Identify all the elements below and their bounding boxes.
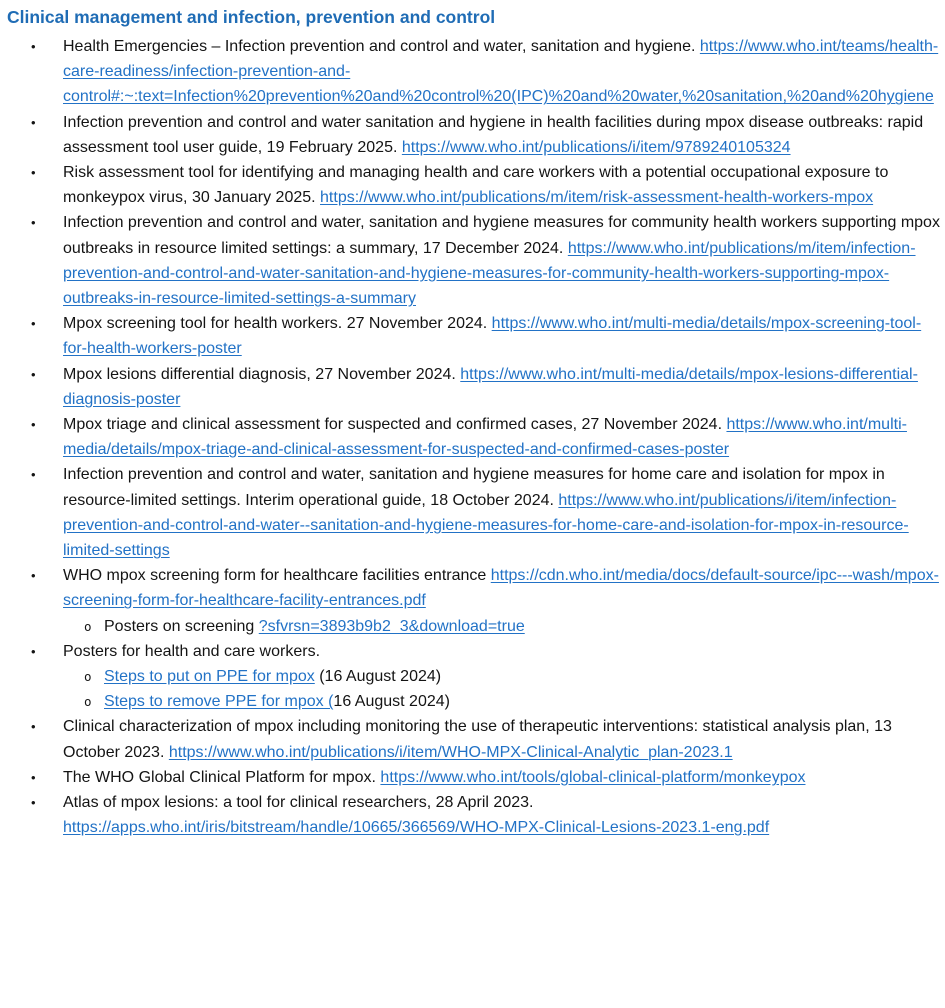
list-item	[7, 639, 941, 664]
list-item	[7, 210, 941, 311]
disc-bullet-marker: •	[31, 769, 36, 785]
section-heading: Clinical management and infection, prevention and control	[7, 7, 496, 27]
list-item	[7, 160, 941, 210]
disc-bullet-marker: •	[31, 568, 36, 584]
list-item	[7, 311, 941, 361]
list-item	[7, 714, 941, 764]
circle-bullet-marker: o	[84, 618, 92, 634]
list-item-content	[104, 618, 525, 635]
resource-hyperlink[interactable]: https://www.who.int/publications/i/item/WHO-MPX-Clinical-Analytic_plan-2023.1	[168, 743, 733, 761]
list-item-content	[63, 567, 939, 609]
resource-hyperlink[interactable]: Steps to put on PPE for mpox	[104, 668, 315, 686]
list-item-content	[104, 693, 450, 710]
resource-hyperlink[interactable]: https://cdn.who.int/media/docs/default-source/ipc---wash/mpox-screening-form-for-healthcare-facility-entrances.pdf	[63, 567, 939, 610]
list-item	[7, 462, 941, 563]
list-item-content	[63, 114, 923, 156]
disc-bullet-marker: •	[31, 316, 36, 332]
disc-bullet-marker: •	[31, 114, 36, 130]
list-item-content	[63, 416, 907, 458]
text-run: Infection prevention and control and water, sanitation and hygiene measures for home care and isolation for mpox in resource-limited settings. Interim operational guide, 18 October 2024.	[63, 466, 885, 509]
resource-hyperlink[interactable]: https://www.who.int/teams/health-care-readiness/infection-prevention-and-control#:~:text=Infection%20prevention%20and%20control%20(IPC)%20and%20water,%20sanitation,%20and%20hygiene	[63, 38, 939, 106]
list-item	[7, 34, 941, 110]
list-item-content	[104, 668, 441, 685]
list-item-content	[63, 214, 940, 307]
list-item-content	[63, 769, 806, 786]
text-run: 16 August 2024)	[333, 693, 450, 711]
resource-hyperlink[interactable]: https://www.who.int/publications/m/item/infection-prevention-and-control-and-water-sanitation-and-hygiene-measures-for-community-health-workers-supporting-mpox-outbreaks-in-resource-limited-settings-a-summary	[63, 239, 916, 308]
list-item-content	[63, 466, 909, 559]
list-item-content	[63, 38, 938, 105]
text-run: Mpox lesions differential diagnosis, 27 November 2024.	[63, 365, 461, 383]
disc-bullet-marker: •	[31, 417, 36, 433]
list-item	[7, 765, 941, 790]
list-item-content	[63, 315, 921, 357]
list-item-content	[63, 164, 888, 206]
text-run: Atlas of mpox lesions: a tool for clinical researchers, 28 April 2023.	[63, 794, 534, 812]
list-item	[7, 790, 941, 840]
text-run: (16 August 2024)	[314, 668, 442, 686]
resource-hyperlink[interactable]: Steps to remove PPE for mpox (	[104, 693, 334, 711]
list-item-content	[63, 366, 918, 408]
text-run: Health Emergencies – Infection prevention and control and water, sanitation and hygiene.	[63, 38, 700, 55]
circle-bullet-marker: o	[84, 694, 92, 710]
resource-hyperlink[interactable]: ?sfvrsn=3893b9b2_3&download=true	[258, 617, 525, 635]
text-run: Infection prevention and control and water, sanitation and hygiene measures for community health workers supporting mpox outbreaks in resource limited settings: a summary, 17 December 2024.	[63, 214, 940, 257]
resource-hyperlink[interactable]: https://www.who.int/multi-media/details/mpox-lesions-differential-diagnosis-poster	[63, 365, 918, 408]
list-item-content	[63, 718, 892, 760]
text-run: Clinical characterization of mpox including monitoring the use of therapeutic interventions: statistical analysis plan, 13 October 2023.	[63, 718, 892, 761]
resource-hyperlink[interactable]: https://www.who.int/publications/m/item/risk-assessment-health-workers-mpox	[320, 189, 874, 207]
resource-hyperlink[interactable]: https://www.who.int/multi-media/details/mpox-screening-tool-for-health-workers-poster	[63, 315, 922, 358]
list-item-content	[63, 643, 320, 660]
resource-list	[7, 34, 941, 841]
disc-bullet-marker: •	[31, 215, 36, 231]
sub-list-item	[7, 689, 941, 714]
resource-hyperlink[interactable]: https://www.who.int/publications/i/item/infection-prevention-and-control-and-water--sanitation-and-hygiene-measures-for-home-care-and-isolation-for-mpox-in-resource-limited-settings	[63, 491, 909, 560]
disc-bullet-marker: •	[31, 467, 36, 483]
list-item	[7, 412, 941, 462]
sub-list-item	[7, 614, 941, 639]
circle-bullet-marker: o	[84, 669, 92, 685]
text-run: The WHO Global Clinical Platform for mpox.	[63, 768, 381, 786]
sub-list-item	[7, 664, 941, 689]
resource-hyperlink[interactable]: https://www.who.int/publications/i/item/9789240105324	[401, 138, 791, 156]
resource-hyperlink[interactable]: https://www.who.int/tools/global-clinical-platform/monkeypox	[380, 768, 806, 786]
disc-bullet-marker: •	[31, 39, 36, 54]
disc-bullet-marker: •	[31, 719, 36, 735]
list-item	[7, 110, 941, 160]
text-run: Risk assessment tool for identifying and managing health and care workers with a potential occupational exposure to monkeypox virus, 30 January 2025.	[63, 164, 889, 207]
text-run: Infection prevention and control and water sanitation and hygiene in health facilities during mpox disease outbreaks: rapid assessment tool user guide, 19 February 2025.	[63, 113, 924, 156]
list-item	[7, 563, 941, 613]
text-run: Mpox triage and clinical assessment for suspected and confirmed cases, 27 November 2024.	[63, 416, 727, 434]
text-run: Mpox screening tool for health workers. 27 November 2024.	[63, 315, 492, 333]
disc-bullet-marker: •	[31, 366, 36, 382]
list-item	[7, 362, 941, 412]
text-run: Posters for health and care workers.	[63, 642, 321, 660]
resource-hyperlink[interactable]: https://apps.who.int/iris/bitstream/handle/10665/366569/WHO-MPX-Clinical-Lesions-2023.1-eng.pdf	[63, 819, 770, 837]
list-item-content	[63, 794, 769, 836]
text-run: Posters on screening	[104, 617, 259, 635]
text-run: WHO mpox screening form for healthcare facilities entrance	[63, 567, 491, 585]
disc-bullet-marker: •	[31, 643, 36, 659]
resource-hyperlink[interactable]: https://www.who.int/multi-media/details/mpox-triage-and-clinical-assessment-for-suspected-and-confirmed-cases-poster	[63, 416, 907, 459]
disc-bullet-marker: •	[31, 795, 36, 811]
disc-bullet-marker: •	[31, 165, 36, 181]
